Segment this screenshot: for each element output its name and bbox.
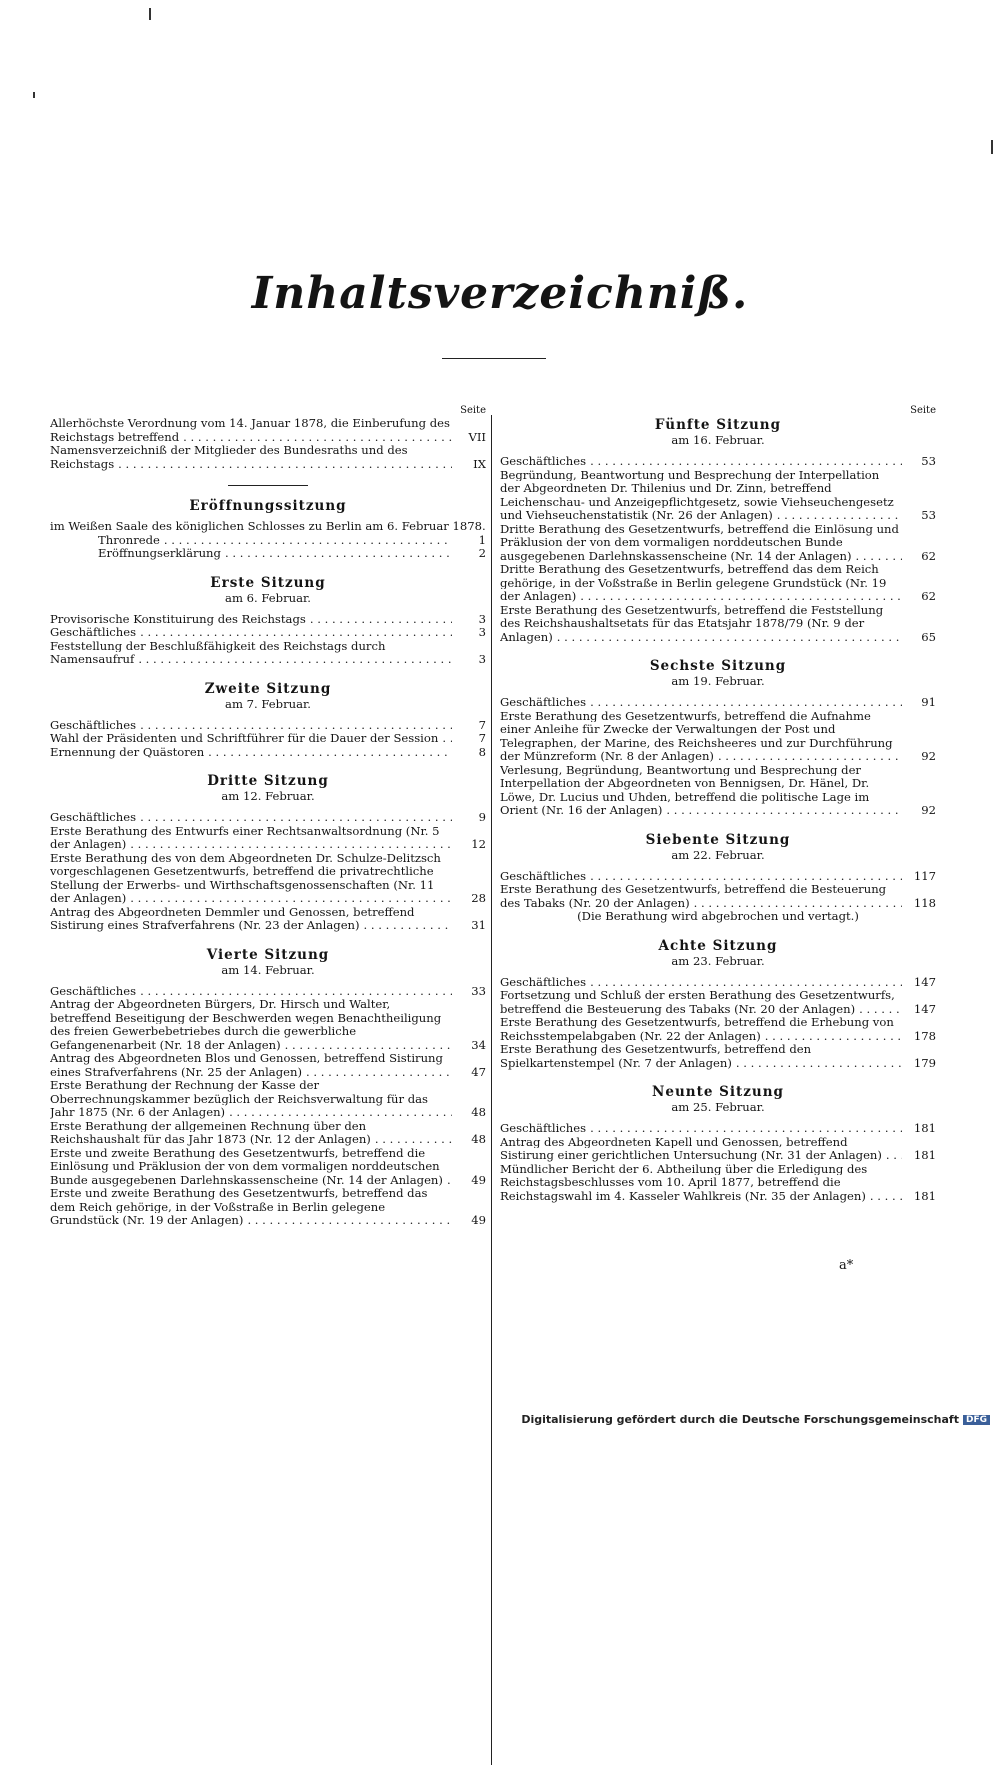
toc-entry [500,1122,936,1136]
toc-entry-label: Geschäftliches [500,1122,587,1135]
toc-entry-text [50,640,452,667]
session-heading: Erste Sitzung [210,574,326,591]
footer-text: Digitalisierung gefördert durch die Deutsche Forschungsgemeinschaft [521,1413,959,1426]
toc-entry-text [50,626,452,640]
toc-entry-text [98,534,452,548]
toc-entry-page: 117 [902,870,936,884]
toc-entry-page: 181 [902,1122,936,1136]
signature-mark: a* [839,1258,854,1273]
toc-entry [50,640,486,667]
toc-entry-page: 179 [902,1057,936,1071]
toc-entry [500,764,936,818]
toc-entry [500,710,936,764]
toc-entry [50,811,486,825]
toc-entry-page: 12 [452,838,486,852]
toc-entry [50,1052,486,1079]
toc-entry-page: 91 [902,696,936,710]
toc-entry-label: Antrag des Abgeordneten Kapell und Genossen, betreffend Sistirung einer gerichtlichen Untersuchung (Nr. 31 der Anlagen) [500,1135,882,1162]
toc-entry-text [500,1136,902,1163]
toc-entry [50,547,486,561]
toc-entry-label: Antrag des Abgeordneten Demmler und Genossen, betreffend Sistirung eines Strafverfahrens (Nr. 23 der Anlagen) [50,905,415,932]
toc-entry-text [500,1043,902,1070]
toc-entry-text [50,906,452,933]
session-heading: Zweite Sitzung [204,680,332,697]
toc-entry-text [50,732,452,746]
toc-entry-text [500,710,902,764]
toc-entry-label: Provisorische Konstituirung des Reichstags [50,612,306,626]
session-date: am 12. Februar. [221,789,315,803]
session-note: (Die Berathung wird abgebrochen und vertagt.) [577,909,859,923]
toc-entry [500,604,936,645]
toc-entry [50,444,486,471]
toc-entry-text [500,883,902,910]
scan-speck [149,8,151,20]
toc-entry [500,1163,936,1204]
toc-entry-label: Fortsetzung und Schluß der ersten Berathung des Gesetzentwurfs, betreffend die Besteuerung des Tabaks (Nr. 20 der Anlagen) [500,989,895,1016]
toc-entry-label: Geschäftliches [50,811,137,824]
toc-entry-label: Erste Berathung der allgemeinen Rechnung über den Reichshaushalt für das Jahr 1873 (Nr. 12 der Anlagen) [50,1119,371,1146]
toc-entry-text [50,1052,452,1079]
toc-entry-label: Mündlicher Bericht der 6. Abtheilung über die Erledigung des Reichstagsbeschlusses vom 10. April 1877, betreffend die Reichstagswahl im 4. Kasseler Wahlkreis (Nr. 35 der Anlagen) [500,1162,868,1203]
toc-entry-text [50,985,452,999]
toc-entry-label: Erste und zweite Berathung des Gesetzentwurfs, betreffend das dem Reich gehörige, in der Voßstraße in Berlin gelegene Grundstück (Nr. 19 der Anlagen) [50,1187,428,1227]
toc-entry-text [500,976,902,990]
toc-entry [50,825,486,852]
toc-entry [50,746,486,760]
session-section [500,658,936,818]
toc-entry [50,906,486,933]
toc-entry [500,469,936,523]
toc-entry-page: 34 [452,1039,486,1053]
toc-entry-text [50,1147,452,1188]
toc-entry-label: Verlesung, Begründung, Beantwortung und Besprechung der Interpellation der Abgeordneten von Bennigsen, Dr. Hänel, Dr. Löwe, Dr. Lucius und Uhden, betreffend die politische Lage im Orient (Nr. 16 der Anlagen) [500,763,870,817]
session-section [50,681,486,760]
toc-entry-text [50,825,452,852]
session-heading: Eröffnungssitzung [189,498,347,514]
toc-entry-label: Erste und zweite Berathung des Gesetzentwurfs, betreffend die Einlösung und Präklusion der von dem vormaligen norddeutschen Bunde ausgegebenen Darlehnskassenscheine (Nr. 14 der Anlagen) [50,1146,443,1187]
toc-entry [50,1187,486,1228]
toc-entry-label: Feststellung der Beschlußfähigkeit des Reichstags durch Namensaufruf [50,639,386,666]
toc-entry-page: 8 [452,746,486,760]
toc-entry-label: Allerhöchste Verordnung vom 14. Januar 1878, die Einberufung des Reichstags betreffend [50,417,450,444]
toc-entry-label: Namensverzeichniß der Mitglieder des Bundesraths und des Reichstags [50,444,408,471]
toc-entry-page: 147 [902,1003,936,1017]
toc-entry [500,883,936,910]
toc-entry-text [500,563,902,604]
toc-entry-text [50,811,452,825]
toc-entry-label: Eröffnungserklärung [98,547,221,560]
toc-entry-page: 181 [902,1190,936,1204]
toc-entry-text [50,1187,452,1228]
session-date: am 22. Februar. [671,847,765,862]
toc-entry-page: 1 [452,534,486,548]
toc-entry-label: Dritte Berathung des Gesetzentwurfs, betreffend das dem Reich gehörige, in der Voßstraße in Berlin gelegene Grundstück (Nr. 19 der Anlagen) [500,563,887,603]
toc-entry-page: 31 [452,919,486,933]
toc-entry-label: Dritte Berathung des Gesetzentwurfs, betreffend die Einlösung und Präklusion der von dem vormaligen norddeutschen Bunde ausgegebenen Darlehnskassenscheine (Nr. 14 der Anlagen) [500,522,899,563]
toc-entry-page: 92 [902,804,936,818]
footer [521,1413,990,1426]
toc-entry-label: Ernennung der Quästoren [50,745,205,759]
toc-entry-page: 3 [452,653,486,667]
toc-entry-text [50,746,452,760]
toc-entry [50,626,486,640]
scan-speck [991,140,993,154]
toc-entry-page: IX [452,458,486,472]
toc-entry [500,1136,936,1163]
toc-entry [500,1043,936,1070]
session-heading: Siebente Sitzung [645,831,791,848]
toc-entry-text [500,1016,902,1043]
seite-label: Seite [460,405,486,416]
session-date: am 19. Februar. [671,674,765,688]
session-section [500,1084,936,1203]
toc-entry [50,534,486,548]
session-section [500,938,936,1071]
toc-entry [50,852,486,906]
toc-entry-text [500,523,902,564]
toc-entry-label: Thronrede [98,533,160,547]
toc-entry-label: Antrag des Abgeordneten Blos und Genossen, betreffend Sistirung eines Strafverfahrens (Nr. 25 der Anlagen) [50,1052,443,1079]
toc-entry-label: Erste Berathung des Gesetzentwurfs, betreffend die Aufnahme einer Anleihe für Zwecke der Verwaltungen der Post und Telegraphen, der Marine, des Reichsheeres und zur Durchführung der Münzreform (Nr. 8 der Anlagen) [500,709,893,763]
toc-entry [50,985,486,999]
toc-entry-label: Erste Berathung des Gesetzentwurfs, betreffend die Besteuerung des Tabaks (Nr. 20 der Anlagen) [500,883,887,910]
session-section [500,417,936,644]
toc-entry-label: Erste Berathung des von dem Abgeordneten Dr. Schulze-Delitzsch vorgeschlagenen Gesetzentwurfs, betreffend die privatrechtliche Stellung der Erwerbs- und Wirthschaftsgenossenschaften (Nr. 11 der Anlagen) [50,851,441,905]
session-section [50,575,486,667]
toc-entry [50,417,486,444]
toc-entry-text [50,852,452,906]
session-heading: Fünfte Sitzung [654,417,782,433]
toc-entry [500,976,936,990]
toc-entry-page: 62 [902,590,936,604]
toc-entry-label: Wahl der Präsidenten und Schriftführer für die Dauer der Session [50,732,439,745]
session-heading: Dritte Sitzung [207,773,329,789]
toc-entry-label: Geschäftliches [50,984,137,998]
toc-entry-page: 28 [452,892,486,906]
toc-entry-text [50,613,452,627]
toc-entry [500,1016,936,1043]
toc-entry [50,1079,486,1120]
toc-entry-label: Erste Berathung des Gesetzentwurfs, betreffend die Erhebung von Reichsstempelabgaben (Nr. 22 der Anlagen) [500,1016,894,1043]
toc-entry [500,455,936,469]
toc-entry-label: Antrag der Abgeordneten Bürgers, Dr. Hirsch und Walter, betreffend Beseitigung der Beschwerden wegen Benachtheiligung des freien Gewerbebetriebes durch die gewerbliche Gefangenenarbeit (Nr. 18 der Anlagen) [50,998,442,1052]
session-date: am 25. Februar. [671,1100,765,1114]
toc-entry-page: 47 [452,1066,486,1080]
session-section [50,947,486,1228]
toc-entry-label: Geschäftliches [500,869,587,883]
toc-entry-label: Geschäftliches [500,455,587,468]
toc-entry-page: 65 [902,631,936,645]
toc-entry-page: 53 [902,455,936,469]
toc-entry-text [50,417,452,444]
toc-entry-label: Erste Berathung des Gesetzentwurfs, betreffend den Spielkartenstempel (Nr. 7 der Anlagen) [500,1043,812,1070]
session-section [500,832,936,924]
toc-entry-page: 33 [452,985,486,999]
toc-entry-label: Erste Berathung der Rechnung der Kasse der Oberrechnungskammer bezüglich der Reichsverwaltung für das Jahr 1875 (Nr. 6 der Anlagen) [50,1079,429,1119]
title-rule [442,358,546,359]
session-date: am 7. Februar. [225,696,311,711]
session-date: am 14. Februar. [221,962,315,977]
toc-entry [500,870,936,884]
session-section [50,498,486,561]
toc-entry-text [500,469,902,523]
toc-entry-text [500,455,902,469]
toc-entry-text [50,1079,452,1120]
toc-entry [50,1147,486,1188]
session-section [50,773,486,933]
toc-entry [50,613,486,627]
right-column [500,405,936,1217]
toc-entry-page: 7 [452,732,486,746]
toc-entry-page: 53 [902,509,936,523]
toc-entry-label: Erste Berathung des Gesetzentwurfs, betreffend die Feststellung des Reichshaushaltsetats für das Etatsjahr 1878/79 (Nr. 9 der Anlagen) [500,603,884,644]
toc-entry-text [500,696,902,710]
section-rule [228,485,308,486]
toc-entry-page: 118 [902,897,936,911]
column-divider [491,415,492,1765]
session-date: am 23. Februar. [671,953,765,968]
toc-entry-label: Geschäftliches [500,975,587,989]
toc-entry-label: Geschäftliches [50,626,137,639]
toc-entry-page: 62 [902,550,936,564]
toc-entry-page: 178 [902,1030,936,1044]
toc-entry [500,696,936,710]
toc-entry-text [500,1122,902,1136]
toc-entry-label: Geschäftliches [50,718,137,732]
toc-entry-text [500,604,902,645]
toc-entry-label: Geschäftliches [500,696,587,709]
toc-entry-text [500,1163,902,1204]
toc-entry-page: 3 [452,613,486,627]
seite-label: Seite [910,405,936,416]
toc-entry [50,732,486,746]
scan-speck [33,92,35,98]
session-date: am 16. Februar. [671,433,765,447]
left-column [50,405,486,1242]
toc-entry-page: 92 [902,750,936,764]
toc-entry [50,998,486,1052]
toc-entry-text [98,547,452,561]
toc-entry-page: 181 [902,1149,936,1163]
toc-entry-text [500,870,902,884]
toc-entry-page: 49 [452,1174,486,1188]
toc-entry-label: Begründung, Beantwortung und Besprechung der Interpellation der Abgeordneten Dr. Thilenius und Dr. Zinn, betreffend Leichenschau- und Anzeigepflichtgesetz, sowie Viehseuchengesetz und Viehseuchenstatistik (Nr. 26 der Anlagen) [500,468,894,522]
toc-entry-text [500,989,902,1016]
toc-entry-page: 3 [452,626,486,640]
toc-entry-page: 49 [452,1214,486,1228]
dfg-logo: DFG [963,1415,990,1425]
session-intro: im Weißen Saale des königlichen Schlosses zu Berlin am 6. Februar 1878. [50,519,486,533]
toc-entry [500,563,936,604]
toc-entry-page: 7 [452,719,486,733]
page-title: Inhaltsverzeichniß. [251,268,749,319]
toc-entry-page: 48 [452,1106,486,1120]
toc-entry-text [50,444,452,471]
toc-entry-text [50,998,452,1052]
toc-entry-page: 9 [452,811,486,825]
toc-entry [500,523,936,564]
toc-entry-label: Erste Berathung des Entwurfs einer Rechtsanwaltsordnung (Nr. 5 der Anlagen) [50,824,440,851]
toc-entry [50,719,486,733]
toc-entry-text [500,764,902,818]
session-date: am 6. Februar. [225,590,311,605]
session-heading: Vierte Sitzung [206,946,330,963]
session-heading: Sechste Sitzung [649,658,787,674]
session-heading: Achte Sitzung [658,937,778,954]
toc-entry-page: VII [452,431,486,445]
toc-entry [500,989,936,1016]
toc-entry-page: 2 [452,547,486,561]
toc-entry-page: 48 [452,1133,486,1147]
session-heading: Neunte Sitzung [652,1084,784,1100]
toc-entry-page: 147 [902,976,936,990]
toc-entry [50,1120,486,1147]
toc-entry-text [50,1120,452,1147]
toc-entry-text [50,719,452,733]
